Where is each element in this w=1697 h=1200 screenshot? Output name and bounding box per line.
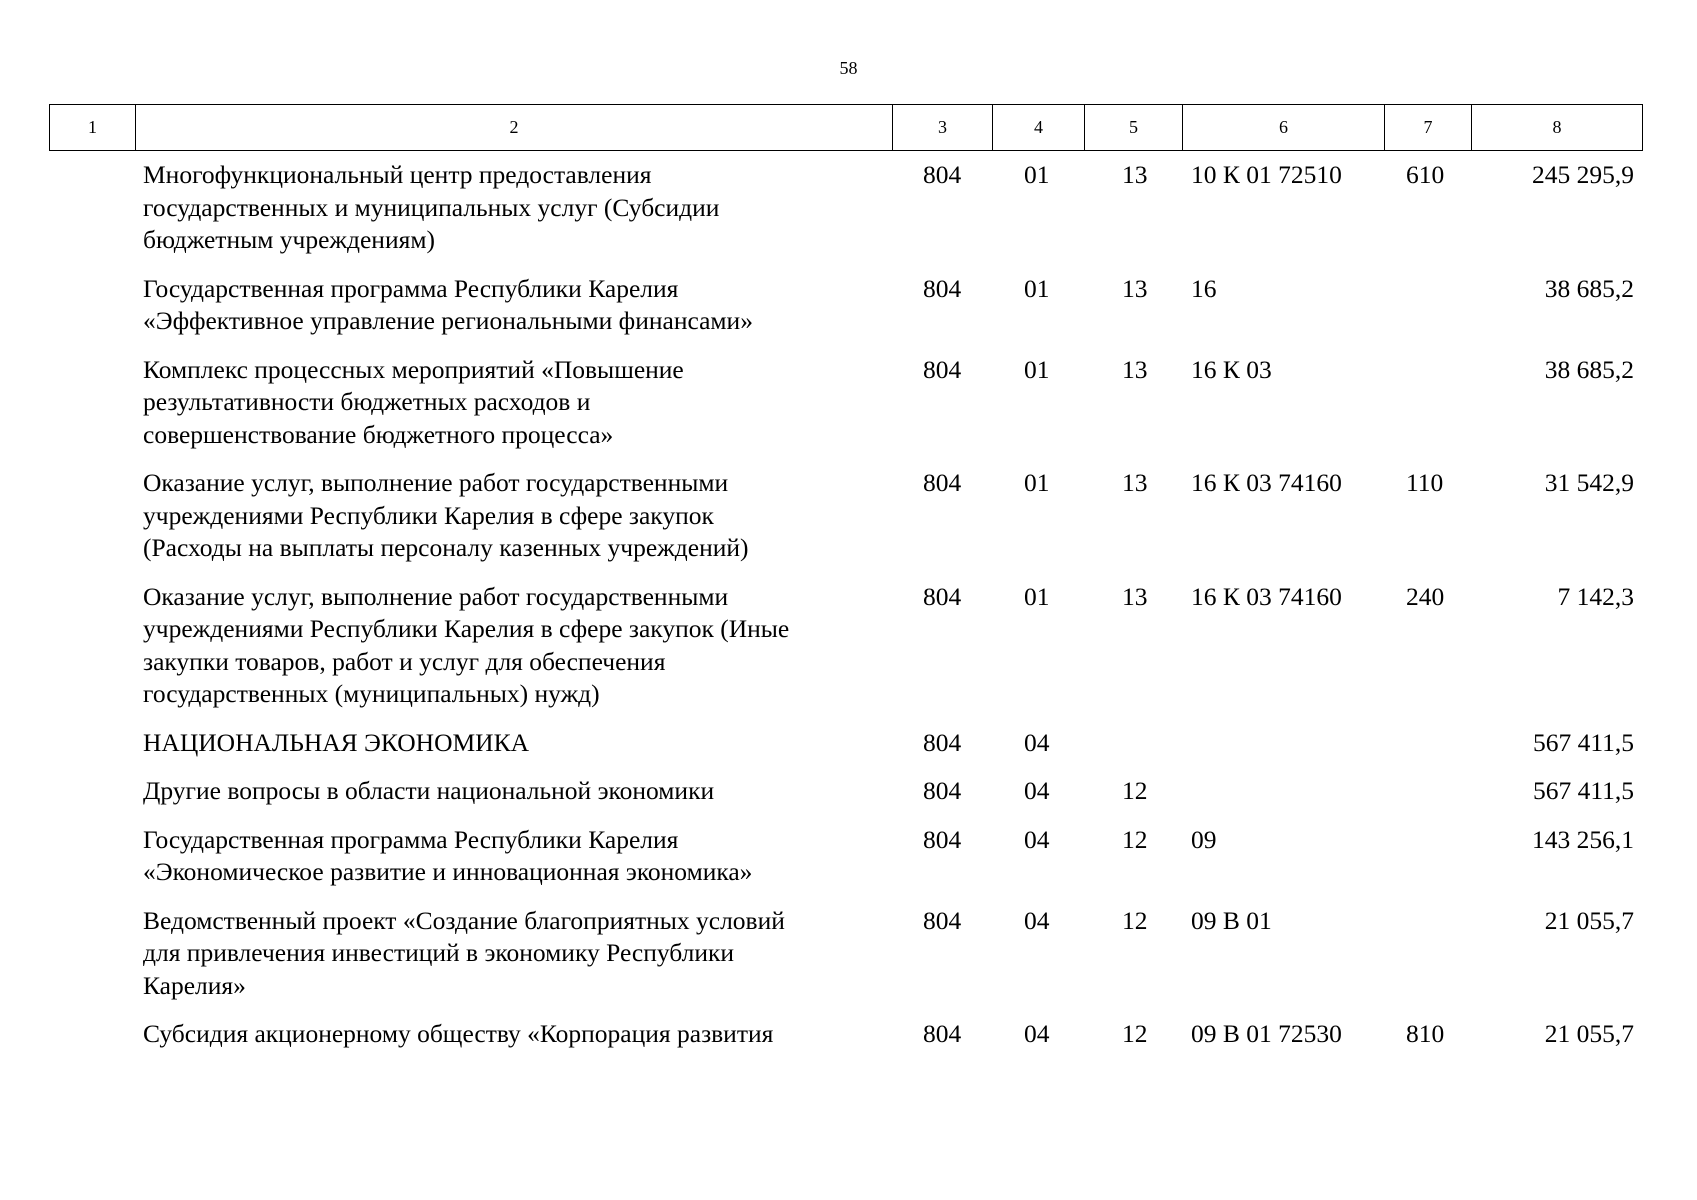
description-line: бюджетным учреждениям) <box>143 225 435 254</box>
description-line: Многофункциональный центр предоставления <box>143 160 652 189</box>
expense-type-code <box>1384 273 1471 338</box>
description-line: совершенствование бюджетного процесса» <box>143 419 614 449</box>
target-article-code <box>1182 775 1384 808</box>
header-col-1: 1 <box>50 105 136 151</box>
description-line: НАЦИОНАЛЬНАЯ ЭКОНОМИКА <box>143 727 530 757</box>
description-line: Государственная программа Республики Карелия <box>143 824 679 854</box>
subsection-code: 13 <box>1122 581 1148 611</box>
ministry-code: 804 <box>923 727 962 757</box>
target-article-code: 09 В 01 <box>1191 905 1272 935</box>
expense-type-code <box>1384 905 1471 1003</box>
table-row <box>49 1018 1642 1051</box>
description-line: «Экономическое развитие и инновационная экономика» <box>143 857 753 886</box>
table-row <box>49 273 1642 338</box>
description-line: Ведомственный проект «Создание благоприятных условий <box>143 905 785 935</box>
section-code: 04 <box>1024 905 1050 935</box>
description-line: Оказание услуг, выполнение работ государственными <box>143 581 729 611</box>
expense-type-code <box>1384 775 1471 808</box>
table-row <box>49 727 1642 760</box>
description-line: «Эффективное управление региональными финансами» <box>143 306 753 335</box>
subsection-code: 13 <box>1122 468 1148 497</box>
description-line: Государственная программа Республики Карелия <box>143 273 679 303</box>
target-article-code: 09 В 01 72530 <box>1191 1019 1342 1048</box>
description-line: Комплекс процессных мероприятий «Повышение <box>143 354 684 384</box>
header-col-2: 2 <box>136 105 893 151</box>
section-code: 01 <box>1024 581 1050 611</box>
expense-type-code <box>1384 354 1471 452</box>
amount: 567 411,5 <box>1532 776 1634 805</box>
description-line: Карелия» <box>143 970 246 1000</box>
description-line: для привлечения инвестиций в экономику Республики <box>143 938 735 967</box>
header-col-5: 5 <box>1085 105 1183 151</box>
description-line: закупки товаров, работ и услуг для обеспечения <box>143 646 666 676</box>
subsection-code: 12 <box>1122 1019 1148 1048</box>
header-col-3: 3 <box>893 105 993 151</box>
target-article-code <box>1182 727 1384 760</box>
table-row <box>49 159 1642 257</box>
amount: 21 055,7 <box>1544 1019 1634 1048</box>
ministry-code: 804 <box>923 824 962 854</box>
subsection-code: 12 <box>1122 776 1148 805</box>
section-code: 04 <box>1024 1019 1050 1048</box>
expense-type-code: 110 <box>1406 468 1444 497</box>
table-row <box>49 775 1642 808</box>
row-description <box>49 159 892 257</box>
description-line: государственных и муниципальных услуг (Субсидии <box>143 192 720 222</box>
section-code: 04 <box>1024 727 1050 757</box>
row-description <box>49 467 892 565</box>
ministry-code: 804 <box>923 468 962 497</box>
section-code: 01 <box>1024 354 1050 384</box>
subsection-code: 12 <box>1122 905 1148 935</box>
ministry-code: 804 <box>923 160 962 189</box>
ministry-code: 804 <box>923 905 962 935</box>
description-line: (Расходы на выплаты персоналу казенных учреждений) <box>143 533 749 562</box>
row-description <box>49 905 892 1003</box>
amount: 245 295,9 <box>1532 160 1634 189</box>
header-col-7: 7 <box>1385 105 1472 151</box>
subsection-code: 13 <box>1122 273 1148 303</box>
target-article-code: 16 К 03 74160 <box>1191 581 1342 611</box>
table-row <box>49 905 1642 1003</box>
row-description <box>49 824 892 889</box>
section-code: 04 <box>1024 776 1050 805</box>
header-row <box>50 105 1643 151</box>
ministry-code: 804 <box>923 776 962 805</box>
amount: 143 256,1 <box>1532 824 1634 854</box>
ministry-code: 804 <box>923 581 962 611</box>
amount: 7 142,3 <box>1557 581 1634 611</box>
amount: 38 685,2 <box>1544 354 1634 384</box>
amount: 567 411,5 <box>1532 727 1634 757</box>
table-row <box>49 581 1642 711</box>
ministry-code: 804 <box>923 1019 962 1048</box>
description-line: учреждениями Республики Карелия в сфере закупок <box>143 500 714 530</box>
subsection-code: 12 <box>1122 824 1148 854</box>
target-article-code: 16 К 03 74160 <box>1191 468 1342 497</box>
subsection-code <box>1084 727 1182 760</box>
description-line: государственных (муниципальных) нужд) <box>143 679 600 708</box>
ministry-code: 804 <box>923 354 962 384</box>
page-number: 58 <box>839 58 858 78</box>
section-code: 01 <box>1024 468 1050 497</box>
table-body <box>49 159 1642 1067</box>
target-article-code: 10 К 01 72510 <box>1191 160 1342 189</box>
subsection-code: 13 <box>1122 354 1148 384</box>
amount: 38 685,2 <box>1544 273 1634 303</box>
row-description <box>49 581 892 711</box>
row-description <box>49 727 892 760</box>
table-row <box>49 824 1642 889</box>
row-description <box>49 273 892 338</box>
row-description <box>49 1018 892 1051</box>
header-col-6: 6 <box>1183 105 1385 151</box>
target-article-code: 09 <box>1191 824 1217 854</box>
description-line: учреждениями Республики Карелия в сфере закупок (Иные <box>143 614 790 643</box>
table-row <box>49 354 1642 452</box>
table-header <box>49 104 1643 151</box>
description-line: Другие вопросы в области национальной экономики <box>143 776 715 805</box>
header-col-8: 8 <box>1472 105 1643 151</box>
row-description <box>49 354 892 452</box>
subsection-code: 13 <box>1122 160 1148 189</box>
description-line: Оказание услуг, выполнение работ государственными <box>143 468 729 497</box>
target-article-code: 16 <box>1191 273 1217 303</box>
amount: 31 542,9 <box>1544 468 1634 497</box>
expense-type-code: 610 <box>1406 160 1445 189</box>
table-row <box>49 467 1642 565</box>
section-code: 04 <box>1024 824 1050 854</box>
target-article-code: 16 К 03 <box>1191 354 1272 384</box>
row-description <box>49 775 892 808</box>
expense-type-code <box>1384 727 1471 760</box>
amount: 21 055,7 <box>1544 905 1634 935</box>
expense-type-code: 810 <box>1406 1019 1445 1048</box>
section-code: 01 <box>1024 273 1050 303</box>
header-col-4: 4 <box>993 105 1085 151</box>
ministry-code: 804 <box>923 273 962 303</box>
section-code: 01 <box>1024 160 1050 189</box>
description-line: Субсидия акционерному обществу «Корпорация развития <box>143 1019 774 1048</box>
description-line: результативности бюджетных расходов и <box>143 387 591 416</box>
expense-type-code: 240 <box>1406 581 1445 611</box>
expense-type-code <box>1384 824 1471 889</box>
